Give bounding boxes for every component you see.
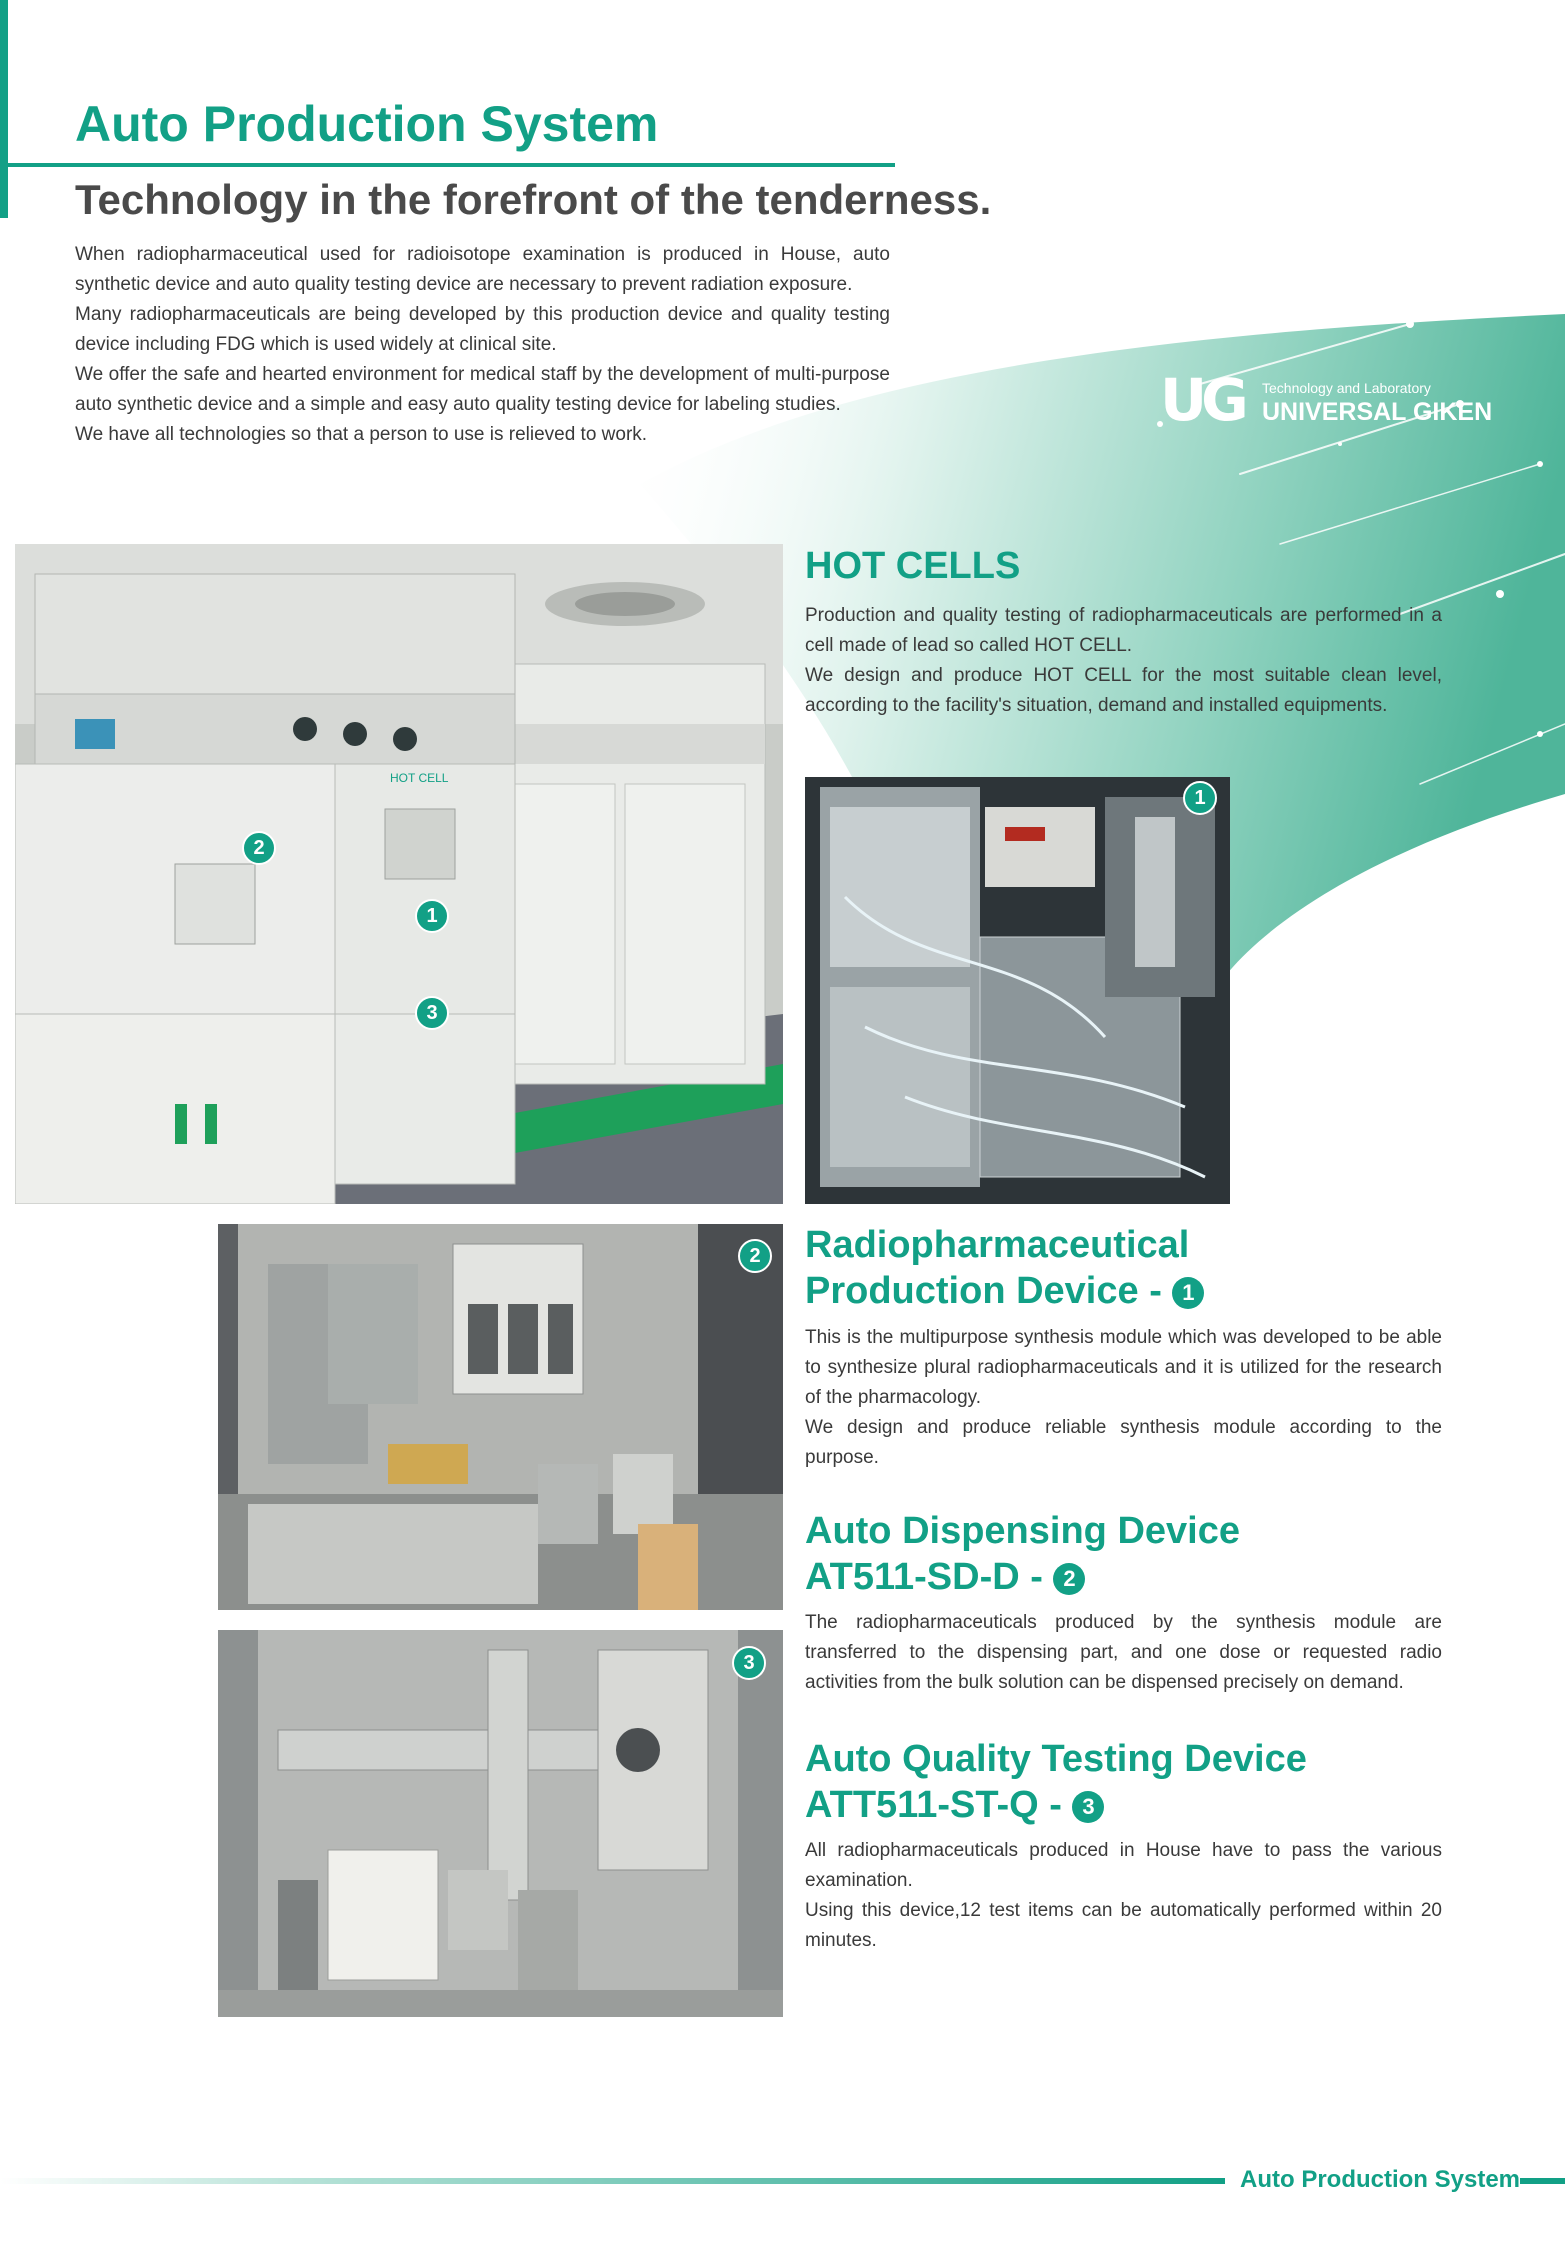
- left-accent-bar: [0, 0, 8, 218]
- quality-device-paragraph: Using this device,12 test items can be automatically performed within 20 minutes.: [805, 1900, 1442, 1951]
- intro-paragraph: We offer the safe and hearted environment for medical staff by the development of multi-purpose auto synthetic device and a simple and easy auto quality testing device for labeling studies.: [75, 364, 890, 415]
- badge-2: 2: [738, 1239, 772, 1273]
- dispensing-device-number: 2: [1053, 1563, 1085, 1595]
- badge-2: 2: [242, 831, 276, 865]
- intro-paragraph: We have all technologies so that a person to use is relieved to work.: [75, 424, 648, 445]
- hot-cells-paragraph: Production and quality testing of radiopharmaceuticals are performed in a cell made of lead so called HOT CELL.: [805, 605, 1442, 656]
- intro-text: [75, 240, 890, 450]
- quality-device-title-line2: ATT511-ST-Q -: [805, 1784, 1062, 1826]
- dispensing-device-text: [805, 1608, 1442, 1698]
- badge-3: 3: [415, 996, 449, 1030]
- footer-rule: [0, 2178, 1225, 2184]
- production-device-number: 1: [1172, 1277, 1204, 1309]
- hot-cell-room-photo: [15, 544, 783, 1204]
- dispensing-device-photo: [218, 1224, 783, 1610]
- hot-cells-text: [805, 601, 1442, 721]
- hot-cells-title: HOT CELLS: [805, 545, 1021, 587]
- badge-1: 1: [415, 899, 449, 933]
- production-device-text: [805, 1323, 1442, 1473]
- quality-device-title: [805, 1736, 1307, 1828]
- intro-paragraph: When radiopharmaceutical used for radioisotope examination is produced in House, auto synthetic device and auto quality testing device are necessary to prevent radiation exposure.: [75, 244, 890, 295]
- dispensing-device-title: [805, 1508, 1240, 1600]
- hot-cell-label: HOT CELL: [390, 771, 449, 785]
- universal-giken-logo: [1160, 366, 1500, 434]
- badge-1: 1: [1183, 781, 1217, 815]
- production-device-paragraph: This is the multipurpose synthesis module which was developed to be able to synthesize plural radiopharmaceuticals and it is utilized for the research of the pharmacology.: [805, 1327, 1442, 1408]
- title-rule: [0, 163, 895, 167]
- dispensing-device-title-line1: Auto Dispensing Device: [805, 1510, 1240, 1552]
- footer-end-rule: [1520, 2178, 1565, 2184]
- production-device-title-line2: Production Device -: [805, 1270, 1162, 1312]
- quality-device-number: 3: [1072, 1791, 1104, 1823]
- dispensing-device-paragraph: The radiopharmaceuticals produced by the synthesis module are transferred to the dispensing part, and one dose or requested radio activities from the bulk solution can be dispensed precisely on demand.: [805, 1612, 1442, 1693]
- production-device-photo: [805, 777, 1230, 1204]
- footer-label: Auto Production System: [1240, 2166, 1521, 2193]
- production-device-paragraph: We design and produce reliable synthesis module according to the purpose.: [805, 1417, 1442, 1468]
- intro-paragraph: Many radiopharmaceuticals are being developed by this production device and quality testing device including FDG which is used widely at clinical site.: [75, 304, 890, 355]
- quality-device-paragraph: All radiopharmaceuticals produced in House have to pass the various examination.: [805, 1840, 1442, 1891]
- logo-mark: UG: [1160, 366, 1243, 434]
- quality-device-text: [805, 1836, 1442, 1956]
- logo-tagline: Technology and Laboratory: [1262, 380, 1431, 396]
- production-device-title-line1: Radiopharmaceutical: [805, 1224, 1190, 1266]
- logo-brand: UNIVERSAL GIKEN: [1262, 398, 1493, 426]
- page-subtitle: Technology in the forefront of the tenderness.: [75, 176, 992, 223]
- quality-device-title-line1: Auto Quality Testing Device: [805, 1738, 1307, 1780]
- page-title: Auto Production System: [75, 96, 659, 152]
- badge-3: 3: [732, 1646, 766, 1680]
- production-device-title: [805, 1222, 1204, 1314]
- hot-cells-paragraph: We design and produce HOT CELL for the most suitable clean level, according to the facility's situation, demand and installed equipments.: [805, 665, 1442, 716]
- dispensing-device-title-line2: AT511-SD-D -: [805, 1556, 1043, 1598]
- quality-testing-device-photo: [218, 1630, 783, 2017]
